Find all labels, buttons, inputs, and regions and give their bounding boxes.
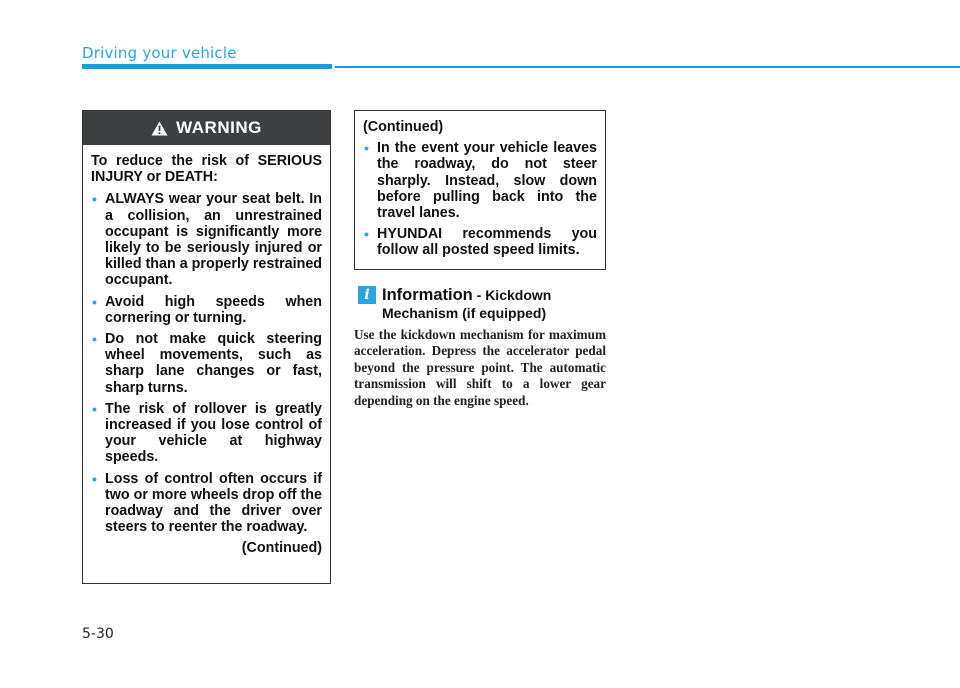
continued-box — [354, 110, 606, 270]
continued-heading: (Continued) — [363, 119, 444, 135]
continued-bullet: • In the event your vehicle leaves the roadway, do not steer sharply. Instead, slow down before pulling back into the travel lanes. — [364, 140, 597, 222]
warning-triangle-icon — [151, 121, 168, 136]
warning-bullet: • Avoid high speeds when cornering or turning. — [92, 293, 322, 326]
bullet-dot-icon: • — [364, 140, 369, 157]
warning-continued: (Continued) — [241, 540, 322, 557]
section-title: Driving your vehicle — [82, 44, 237, 62]
bullet-dot-icon: • — [92, 470, 97, 487]
bullet-dot-icon: • — [92, 400, 97, 417]
warning-bullet-list — [91, 191, 322, 535]
information-subtitle: Mechanism (if equipped) — [382, 305, 547, 321]
information-body: Use the kickdown mechanism for maximum acceleration. Depress the accelerator pedal beyond the pressure point. The automatic transmission will shift to a lower gear depending on the engine speed. — [354, 327, 606, 408]
warning-intro: To reduce the risk of SERIOUS INJURY or DEATH: — [91, 153, 322, 186]
bullet-dot-icon: • — [92, 331, 97, 348]
bullet-dot-icon: • — [92, 191, 97, 208]
continued-bullet-list — [363, 140, 597, 258]
bullet-dot-icon: • — [364, 226, 369, 243]
information-title — [382, 286, 551, 305]
warning-body — [83, 145, 330, 557]
bullet-dot-icon: • — [92, 293, 97, 310]
warning-bullet: • The risk of rollover is greatly increased if you lose control of your vehicle at highway speeds. — [92, 400, 322, 466]
warning-heading: WARNING — [176, 118, 262, 137]
information-label: Information — [382, 286, 473, 304]
warning-bullet: • Do not make quick steering wheel movements, such as sharp lane changes or fast, sharp turns. — [92, 331, 322, 396]
warning-bullet: • Loss of control often occurs if two or more wheels drop off the roadway and the driver over steers to reenter the roadway. — [92, 470, 322, 536]
info-icon: i — [358, 286, 376, 304]
page-number: 5-30 — [82, 626, 114, 642]
warning-bullet: • ALWAYS wear your seat belt. In a collision, an unrestrained occupant is significantly more likely to be seriously injured or killed than a properly restrained occupant. — [92, 191, 322, 289]
warning-header — [83, 111, 330, 145]
warning-box — [82, 110, 331, 584]
header-rule-thin — [335, 66, 960, 68]
header-rule-thick — [82, 64, 332, 69]
information-title-suffix: - Kickdown — [472, 287, 552, 303]
continued-bullet: • HYUNDAI recommends you follow all posted speed limits. — [364, 226, 597, 259]
